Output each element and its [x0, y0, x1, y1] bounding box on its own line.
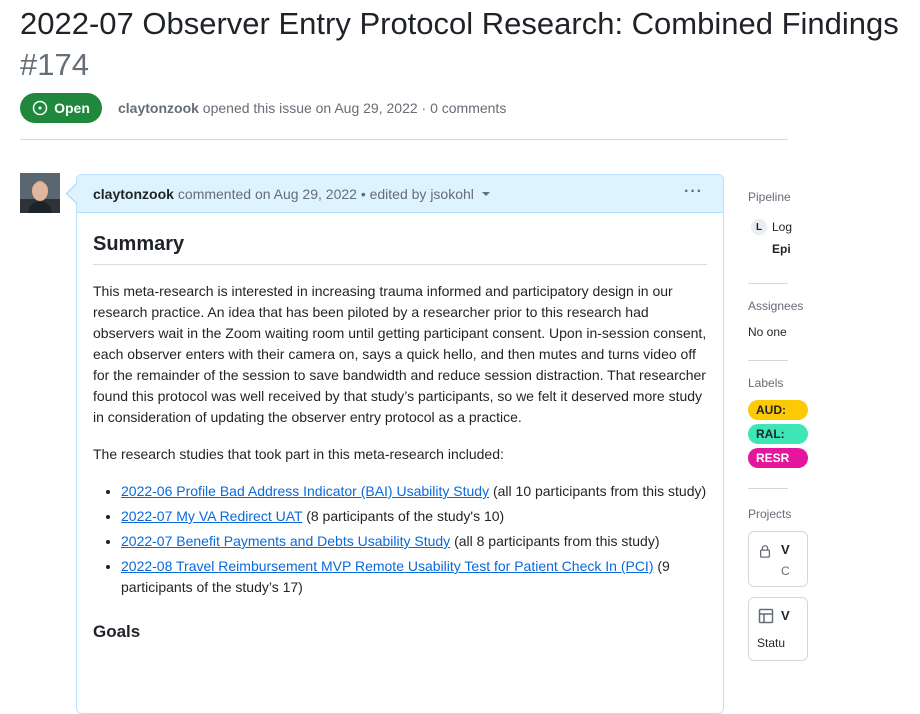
summary-heading: Summary — [93, 233, 707, 265]
issue-title: 2022-07 Observer Entry Protocol Research: Combined Findings — [20, 6, 899, 41]
study-link[interactable]: 2022-06 Profile Bad Address Indicator (BAI) Usability Study — [121, 483, 490, 499]
issue-open-icon — [32, 100, 48, 116]
sidebar-pipeline-sub[interactable]: Epi — [772, 242, 791, 256]
summary-paragraph: This meta-research is interested in increasing trauma informed and participatory design in our research practice. An idea that has been piloted by a researcher prior to this research had observers wait in the Zoom waiting room until getting participant consent. Upon in-session consent, each observer enters with their camera on, says a quick hello, and then mutes and turns video off for the remainder of the session to save bandwidth and reduce session distraction. That researcher found this protocol was well received by that study’s participants, so we felt it deserved more study in consideration of updating the observer entry protocol as a practice. — [93, 283, 707, 425]
list-item — [121, 556, 707, 598]
label-ral[interactable]: RAL: — [748, 424, 808, 444]
label-resr[interactable]: RESR — [748, 448, 808, 468]
sidebar-assignees-heading[interactable]: Assignees — [748, 299, 804, 313]
sidebar-projects-heading[interactable]: Projects — [748, 507, 792, 521]
study-link[interactable]: 2022-08 Travel Reimbursement MVP Remote Usability Test for Patient Check In (PCI) — [121, 558, 654, 574]
sidebar-assignees-value: No one — [748, 325, 787, 339]
issue-meta-text: opened this issue on Aug 29, 2022 · 0 comments — [198, 100, 507, 116]
pipeline-icon: L — [751, 219, 767, 235]
comment-body — [77, 213, 723, 642]
comment-header — [77, 175, 723, 213]
study-link[interactable]: 2022-07 Benefit Payments and Debts Usability Study — [121, 533, 451, 549]
project-card-sub: C — [781, 564, 790, 578]
study-note: (all 8 participants from this study) — [450, 533, 660, 549]
edit-history-chevron-down-icon[interactable] — [482, 192, 490, 196]
issue-state-label: Open — [54, 100, 90, 116]
table-icon — [758, 608, 774, 624]
project-card-sub: Statu — [757, 636, 786, 650]
comment-header-text: commented on Aug 29, 2022 • edited by jsokohl — [177, 185, 474, 202]
sidebar-labels-heading[interactable]: Labels — [748, 376, 784, 390]
header-divider — [20, 139, 788, 140]
project-card-title: V — [781, 608, 790, 623]
study-note: (all 10 participants from this study) — [489, 483, 707, 499]
issue-state-badge — [20, 93, 102, 123]
issue-number: #174 — [20, 47, 89, 82]
issue-meta — [118, 100, 506, 116]
studies-intro: The research studies that took part in this meta-research included: — [93, 446, 504, 462]
list-item — [121, 531, 707, 552]
sidebar-pipeline-heading[interactable]: Pipeline — [748, 190, 791, 204]
list-item — [121, 506, 707, 527]
comment-options-kebab-icon[interactable]: ··· — [684, 183, 703, 200]
issue-author-link[interactable]: claytonzook — [118, 100, 199, 116]
lock-icon — [758, 544, 772, 558]
avatar[interactable] — [20, 173, 60, 213]
comment-author-link[interactable]: claytonzook — [93, 185, 174, 202]
study-link[interactable]: 2022-07 My VA Redirect UAT — [121, 508, 303, 524]
goals-heading: Goals — [93, 622, 141, 641]
sidebar-pipeline-value[interactable]: Log — [772, 220, 793, 234]
sidebar-divider — [748, 360, 788, 361]
study-note: (9 participants of the study’s 17) — [121, 558, 670, 595]
sidebar-divider — [748, 283, 788, 284]
project-card[interactable] — [748, 531, 808, 587]
project-card-title: V — [781, 542, 790, 557]
project-card[interactable] — [748, 597, 808, 661]
issue-comment — [76, 174, 724, 714]
label-aud[interactable]: AUD: — [748, 400, 808, 420]
list-item — [121, 481, 707, 502]
study-note: (8 participants of the study's 10) — [302, 508, 505, 524]
avatar-image-icon — [20, 173, 60, 213]
studies-list — [121, 481, 707, 598]
sidebar-divider — [748, 488, 788, 489]
